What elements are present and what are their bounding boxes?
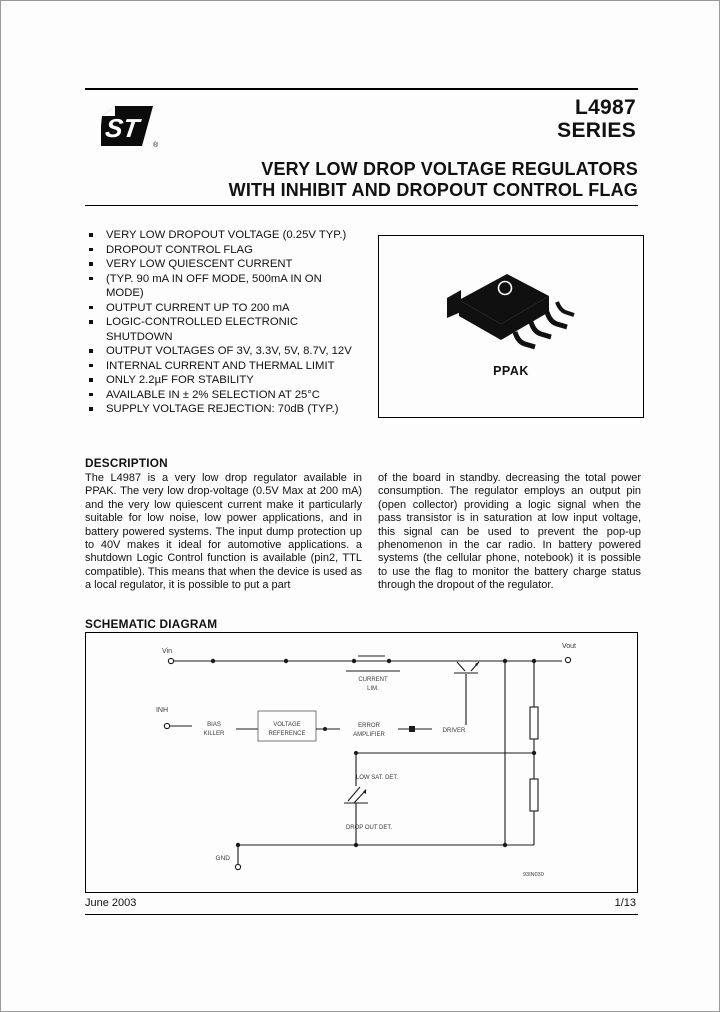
st-logo-icon [99, 104, 157, 150]
bias-block-label-1: BIAS [207, 722, 221, 728]
top-rule [85, 88, 638, 90]
bullet-icon [89, 248, 93, 252]
schematic-drawing [86, 633, 637, 891]
vin-terminal [168, 658, 173, 663]
vout-terminal [565, 657, 570, 662]
schematic-diagram [85, 632, 638, 893]
bias-block-label-2: KILLER [203, 731, 225, 737]
feature-item [85, 257, 359, 272]
description-columns [85, 472, 641, 593]
feature-item [85, 272, 359, 301]
title-rule [85, 205, 638, 206]
feature-item [85, 344, 359, 359]
bullet-icon [89, 393, 93, 397]
gnd-label: GND [215, 855, 230, 862]
vin-label: Vin [162, 648, 172, 655]
current-limit-label-1: CURRENT [358, 677, 388, 683]
feature-text: LOGIC-CONTROLLED ELECTRONIC SHUTDOWN [106, 316, 299, 343]
feature-text: SUPPLY VOLTAGE REJECTION: 70dB (TYP.) [106, 403, 339, 415]
feature-list [85, 228, 361, 417]
reference-block-label-1: VOLTAGE [273, 722, 301, 728]
footer-page-number: 1/13 [614, 897, 636, 909]
st-logo-text: ST [103, 113, 141, 143]
feature-text: VERY LOW DROPOUT VOLTAGE (0.25V TYP.) [106, 229, 347, 241]
feature-item [85, 402, 359, 417]
feature-text: ONLY 2.2µF FOR STABILITY [106, 374, 254, 386]
document-title [85, 159, 638, 200]
reference-block-label-2: REFERENCE [268, 731, 306, 737]
feature-item [85, 301, 359, 316]
package-figure [378, 235, 644, 418]
part-number: L4987 [574, 96, 636, 119]
bullet-icon [89, 233, 93, 237]
title-line-1: VERY LOW DROP VOLTAGE REGULATORS [261, 159, 638, 179]
bottom-rule [85, 914, 638, 915]
feature-item [85, 228, 359, 243]
feature-item [85, 243, 359, 258]
current-limit-label-2: LIM. [367, 686, 379, 692]
part-number-block [557, 96, 636, 142]
st-logo [99, 104, 157, 155]
title-line-2: WITH INHIBIT AND DROPOUT CONTROL FLAG [228, 179, 638, 200]
inh-terminal [164, 723, 169, 728]
bullet-icon [89, 349, 93, 353]
error-amp-label-2: AMPLIFIER [353, 732, 385, 738]
schematic-heading: SCHEMATIC DIAGRAM [85, 617, 218, 631]
driver-label: DRIVER [442, 728, 466, 734]
feature-text: OUTPUT CURRENT UP TO 200 mA [106, 301, 290, 314]
description-column-1: The L4987 is a very low drop regulator available in PPAK. The very low drop-voltage (0.5V Max at 200 mA) and the very low quiescent current make it particularly suitable for low noise, low power applications, and in battery powered systems. The input dump protection up to 40V makes it ideal for automotive applications. a shutdown Logic Control function is available (pin2, TTL compatible). This means that when the device is used as a local regulator, it is possible to put a part [85, 472, 362, 592]
description-heading: DESCRIPTION [85, 456, 168, 470]
feature-text: OUTPUT VOLTAGES OF 3V, 3.3V, 5V, 8.7V, 12V [106, 345, 352, 357]
bullet-icon [89, 306, 93, 310]
feature-item [85, 373, 359, 388]
bullet-icon [89, 320, 93, 324]
feature-text: DROPOUT CONTROL FLAG [106, 243, 253, 256]
footer-date: June 2003 [85, 897, 137, 909]
package-name: PPAK [493, 364, 529, 378]
feature-text: VERY LOW QUIESCENT CURRENT [106, 258, 293, 270]
part-series: SERIES [557, 119, 636, 142]
dropout-detector-label: DROP OUT DET. [345, 825, 393, 831]
vout-label: Vout [561, 643, 577, 650]
ppak-package-icon [439, 262, 585, 366]
feature-item [85, 315, 359, 344]
schematic-drawing-code: 93IN030 [523, 872, 544, 878]
feature-item [85, 359, 359, 374]
gnd-terminal [235, 864, 240, 869]
feature-item [85, 388, 359, 403]
registered-mark: ® [153, 142, 159, 149]
inh-label: INH [155, 707, 169, 714]
bullet-icon [89, 407, 93, 411]
pass-transistor [454, 662, 479, 673]
flag-transistor [344, 751, 368, 847]
feature-text: (TYP. 90 mA IN OFF MODE, 500mA IN ON MODE) [106, 272, 322, 299]
description-column-2: of the board in standby. decreasing the total power consumption. The regulator employs an output pin (open collector) providing a logic signal when the pass transistor is in saturation at low input voltage, this signal can be used to prevent the pop-up phenomenon in the car radio. In battery powered systems (the cellular phone, notebook) it is possible to use the flag to monitor the battery charge status through the dropout of the regulator. [378, 472, 641, 592]
bullet-icon [89, 262, 93, 266]
bullet-icon [89, 277, 93, 281]
bullet-icon [89, 378, 93, 382]
low-sat-detector-label: LOW SAT. DET. [355, 775, 399, 781]
feature-text: INTERNAL CURRENT AND THERMAL LIMIT [106, 359, 335, 372]
error-amp-label-1: ERROR [358, 723, 380, 729]
feature-text: AVAILABLE IN ± 2% SELECTION AT 25°C [106, 388, 320, 401]
bullet-icon [89, 364, 93, 368]
